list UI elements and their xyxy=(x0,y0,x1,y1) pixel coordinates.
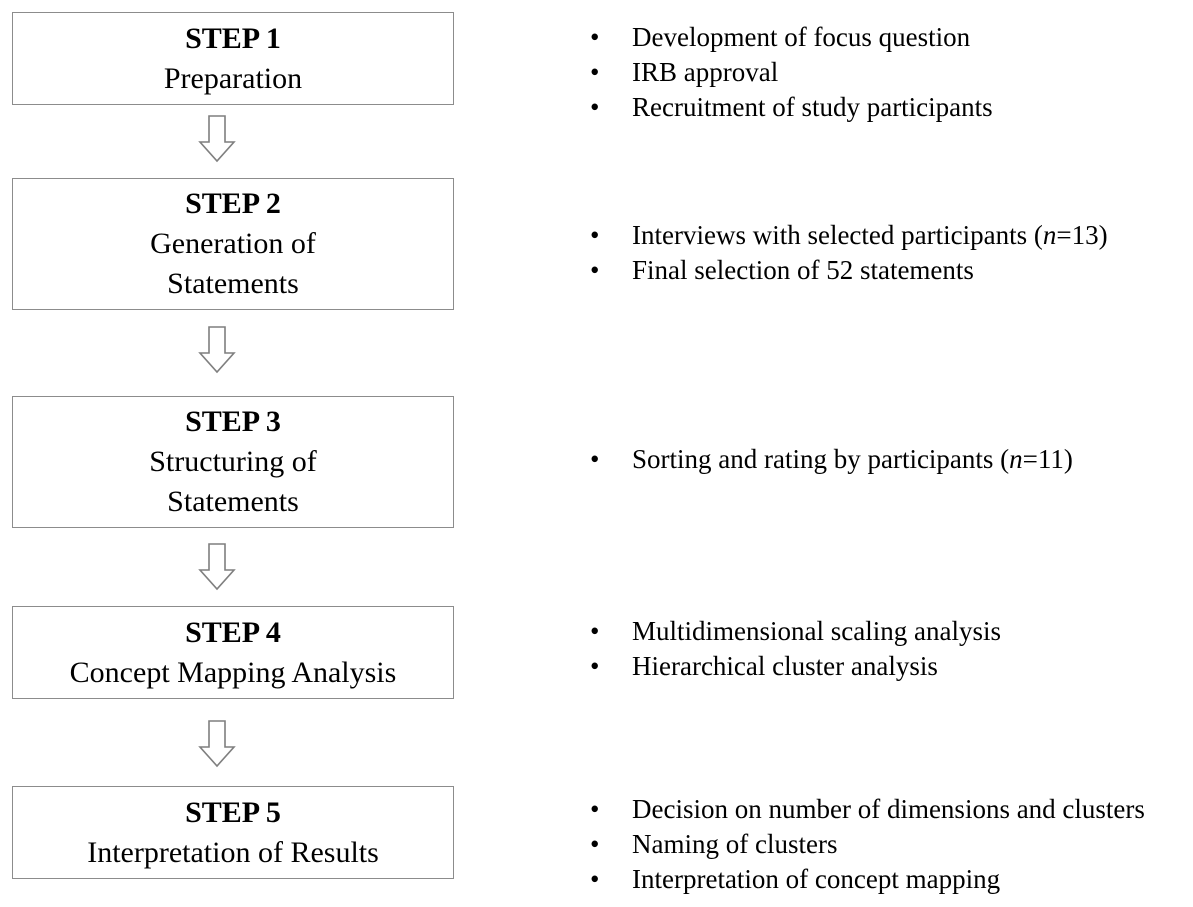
step-2-box xyxy=(12,178,454,310)
step-2-title-line-2: Statements xyxy=(167,267,299,300)
step-4-box xyxy=(12,606,454,699)
list-item: • Final selection of 52 statements xyxy=(590,253,1108,288)
bullet-icon: • xyxy=(590,651,600,681)
step-4-label: STEP 4 xyxy=(185,615,281,649)
bullet-icon: • xyxy=(590,864,600,894)
step-4-title-line-1: Concept Mapping Analysis xyxy=(69,655,397,689)
bullet-icon: • xyxy=(590,92,600,122)
bullet-icon: • xyxy=(590,255,600,285)
down-arrow-icon xyxy=(198,326,236,374)
step-4-bullets xyxy=(590,614,1001,684)
step-2-label: STEP 2 xyxy=(185,187,281,220)
step-2-title-line-1: Generation of xyxy=(150,227,316,260)
list-item: • Recruitment of study participants xyxy=(590,90,993,125)
step-2-bullets xyxy=(590,218,1108,288)
step-3-title-line-2: Statements xyxy=(167,485,299,518)
list-item: • Interviews with selected participants (n=13) xyxy=(590,218,1108,253)
list-item: • Hierarchical cluster analysis xyxy=(590,649,1001,684)
step-1-label: STEP 1 xyxy=(185,21,281,55)
list-item: • Development of focus question xyxy=(590,20,993,55)
step-3-box xyxy=(12,396,454,528)
step-3-label: STEP 3 xyxy=(185,405,281,438)
list-item: • Interpretation of concept mapping xyxy=(590,862,1145,897)
step-3-bullets xyxy=(590,442,1073,477)
list-item: • Sorting and rating by participants (n=11) xyxy=(590,442,1073,477)
bullet-icon: • xyxy=(590,794,600,824)
bullet-icon: • xyxy=(590,220,600,250)
step-5-box xyxy=(12,786,454,879)
list-item: • IRB approval xyxy=(590,55,993,90)
step-5-title-line-1: Interpretation of Results xyxy=(87,835,379,869)
bullet-icon: • xyxy=(590,57,600,87)
bullet-icon: • xyxy=(590,444,600,474)
list-item: • Naming of clusters xyxy=(590,827,1145,862)
step-1-bullets xyxy=(590,20,993,125)
bullet-icon: • xyxy=(590,829,600,859)
list-item: • Multidimensional scaling analysis xyxy=(590,614,1001,649)
step-1-box xyxy=(12,12,454,105)
bullet-icon: • xyxy=(590,616,600,646)
step-5-label: STEP 5 xyxy=(185,795,281,829)
down-arrow-icon xyxy=(198,115,236,163)
down-arrow-icon xyxy=(198,543,236,591)
step-5-bullets xyxy=(590,792,1145,897)
down-arrow-icon xyxy=(198,720,236,768)
list-item: • Decision on number of dimensions and clusters xyxy=(590,792,1145,827)
bullet-icon: • xyxy=(590,22,600,52)
step-1-title-line-1: Preparation xyxy=(163,61,303,95)
step-3-title-line-1: Structuring of xyxy=(149,445,317,478)
